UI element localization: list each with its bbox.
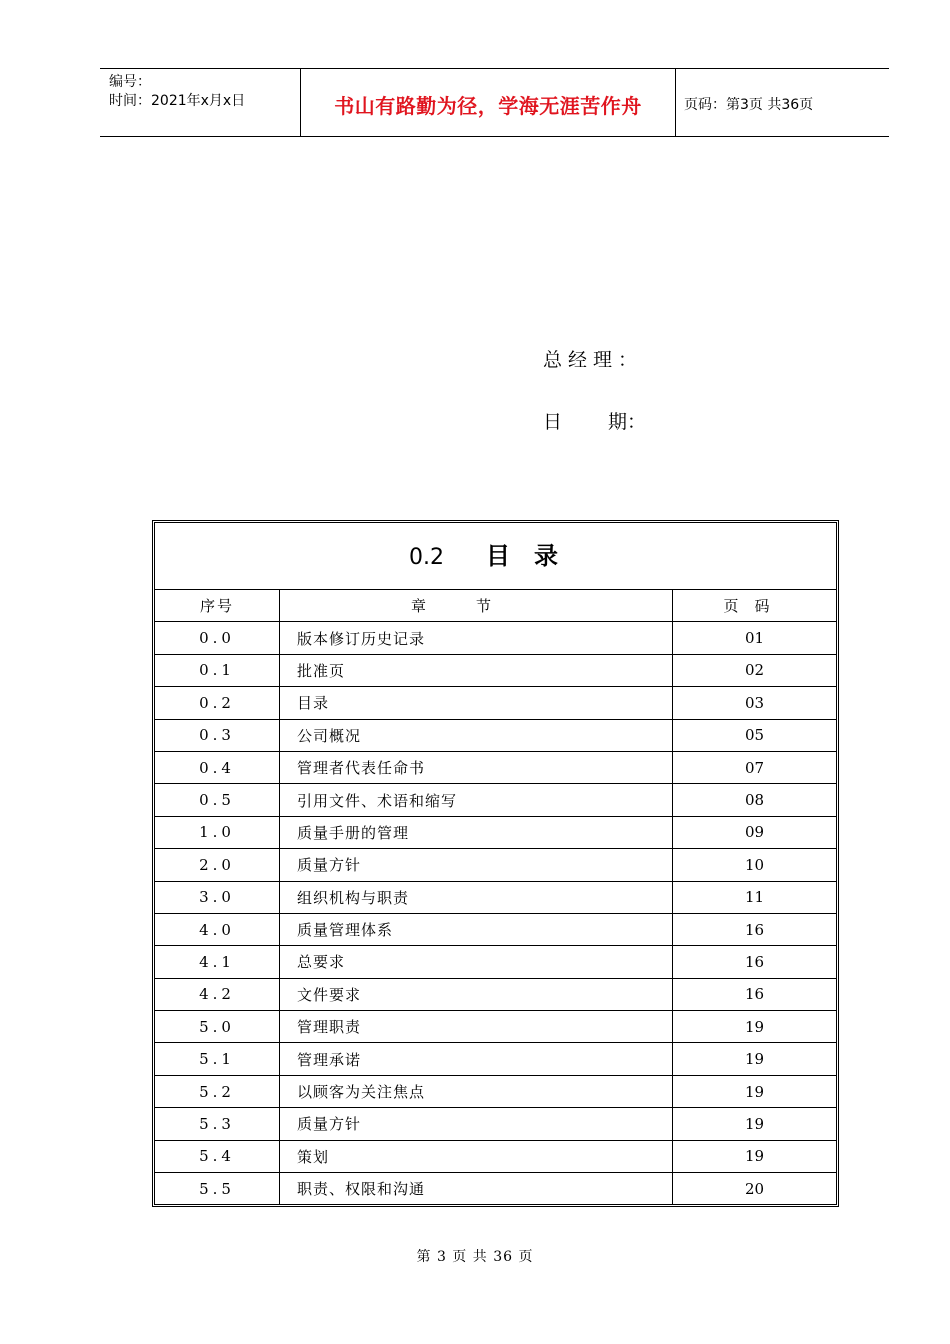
document-time-label: 时间：2021年x月x日 [109, 93, 246, 109]
toc-title-text: 目录 [486, 541, 582, 570]
toc-row-title: 管理承诺 [280, 1043, 673, 1075]
toc-row-page: 19 [673, 1140, 837, 1172]
header-motto: 书山有路勤为径，学海无涯苦作舟 [334, 94, 642, 118]
toc-row-number: 0.0 [155, 622, 280, 654]
toc-row-page: 19 [673, 1075, 837, 1107]
toc-title [155, 523, 836, 590]
toc-row [155, 946, 836, 978]
toc-row-number: 4.2 [155, 978, 280, 1010]
toc-row-number: 5.2 [155, 1075, 280, 1107]
toc-row-number: 0.3 [155, 719, 280, 751]
column-header-chapter-text: 章节 [410, 597, 541, 616]
page-footer: 第 3 页 共 36 页 [416, 1249, 534, 1265]
toc-row-number: 5.3 [155, 1108, 280, 1140]
toc-row-title: 管理者代表任命书 [280, 751, 673, 783]
toc-row-title: 管理职责 [280, 1011, 673, 1043]
column-header-page-text: 页码 [723, 597, 786, 616]
toc-row [155, 654, 836, 686]
toc-section-number: 0.2 [409, 545, 444, 570]
toc-row-title: 总要求 [280, 946, 673, 978]
toc-row-title: 引用文件、术语和缩写 [280, 784, 673, 816]
date-label-part-a: 日 [543, 411, 563, 433]
toc-row-title: 质量手册的管理 [280, 816, 673, 848]
toc-row-number: 2.0 [155, 849, 280, 881]
header-page-cell [675, 69, 889, 136]
header-motto-cell [300, 69, 676, 136]
toc-row-page: 03 [673, 687, 837, 719]
document-number-label: 编号： [109, 74, 151, 90]
page-header [100, 68, 889, 137]
toc-row-page: 16 [673, 978, 837, 1010]
toc-row [155, 622, 836, 654]
date-label [543, 407, 646, 434]
toc-row-page: 19 [673, 1043, 837, 1075]
toc-row-page: 16 [673, 946, 837, 978]
toc-row [155, 1043, 836, 1075]
toc-row [155, 719, 836, 751]
toc-row [155, 913, 836, 945]
toc-row-page: 19 [673, 1108, 837, 1140]
toc-row-page: 10 [673, 849, 837, 881]
toc-row-number: 1.0 [155, 816, 280, 848]
toc-row-number: 5.4 [155, 1140, 280, 1172]
toc-row-page: 08 [673, 784, 837, 816]
toc-row-number: 4.0 [155, 913, 280, 945]
toc-row [155, 784, 836, 816]
toc-row [155, 1140, 836, 1172]
toc-table [155, 590, 836, 1204]
toc-row [155, 978, 836, 1010]
toc-row [155, 816, 836, 848]
toc-row-title: 以顾客为关注焦点 [280, 1075, 673, 1107]
toc-row-title: 版本修订历史记录 [280, 622, 673, 654]
toc-row-number: 0.4 [155, 751, 280, 783]
toc-row-page: 05 [673, 719, 837, 751]
toc-row [155, 881, 836, 913]
column-header-page [673, 590, 837, 622]
toc-row-number: 5.1 [155, 1043, 280, 1075]
table-of-contents [152, 520, 839, 1207]
toc-row-title: 质量方针 [280, 849, 673, 881]
toc-row-page: 07 [673, 751, 837, 783]
column-header-chapter [280, 590, 673, 622]
toc-row [155, 1173, 836, 1205]
toc-row-number: 5.0 [155, 1011, 280, 1043]
toc-row [155, 1108, 836, 1140]
toc-row-title: 职责、权限和沟通 [280, 1173, 673, 1205]
toc-row-title: 质量方针 [280, 1108, 673, 1140]
date-label-part-b: 期： [608, 411, 647, 433]
toc-row-page: 09 [673, 816, 837, 848]
toc-row-title: 质量管理体系 [280, 913, 673, 945]
toc-row-title: 批准页 [280, 654, 673, 686]
header-page-info: 页码：第3页 共36页 [684, 97, 814, 113]
toc-row [155, 1075, 836, 1107]
toc-header-row [155, 590, 836, 622]
toc-row [155, 687, 836, 719]
toc-row-page: 19 [673, 1011, 837, 1043]
toc-row-title: 目录 [280, 687, 673, 719]
header-meta-cell [100, 69, 300, 136]
toc-row-number: 0.1 [155, 654, 280, 686]
toc-row [155, 1011, 836, 1043]
toc-row-title: 组织机构与职责 [280, 881, 673, 913]
general-manager-label: 总经理： [543, 349, 644, 371]
toc-row-title: 策划 [280, 1140, 673, 1172]
toc-row-page: 20 [673, 1173, 837, 1205]
toc-row-number: 4.1 [155, 946, 280, 978]
toc-row-page: 02 [673, 654, 837, 686]
toc-row [155, 849, 836, 881]
toc-row [155, 751, 836, 783]
toc-row-title: 公司概况 [280, 719, 673, 751]
toc-row-title: 文件要求 [280, 978, 673, 1010]
toc-row-number: 0.5 [155, 784, 280, 816]
toc-row-page: 16 [673, 913, 837, 945]
toc-row-number: 0.2 [155, 687, 280, 719]
toc-row-page: 11 [673, 881, 837, 913]
toc-row-number: 3.0 [155, 881, 280, 913]
column-header-number: 序号 [155, 590, 280, 622]
toc-row-number: 5.5 [155, 1173, 280, 1205]
toc-row-page: 01 [673, 622, 837, 654]
